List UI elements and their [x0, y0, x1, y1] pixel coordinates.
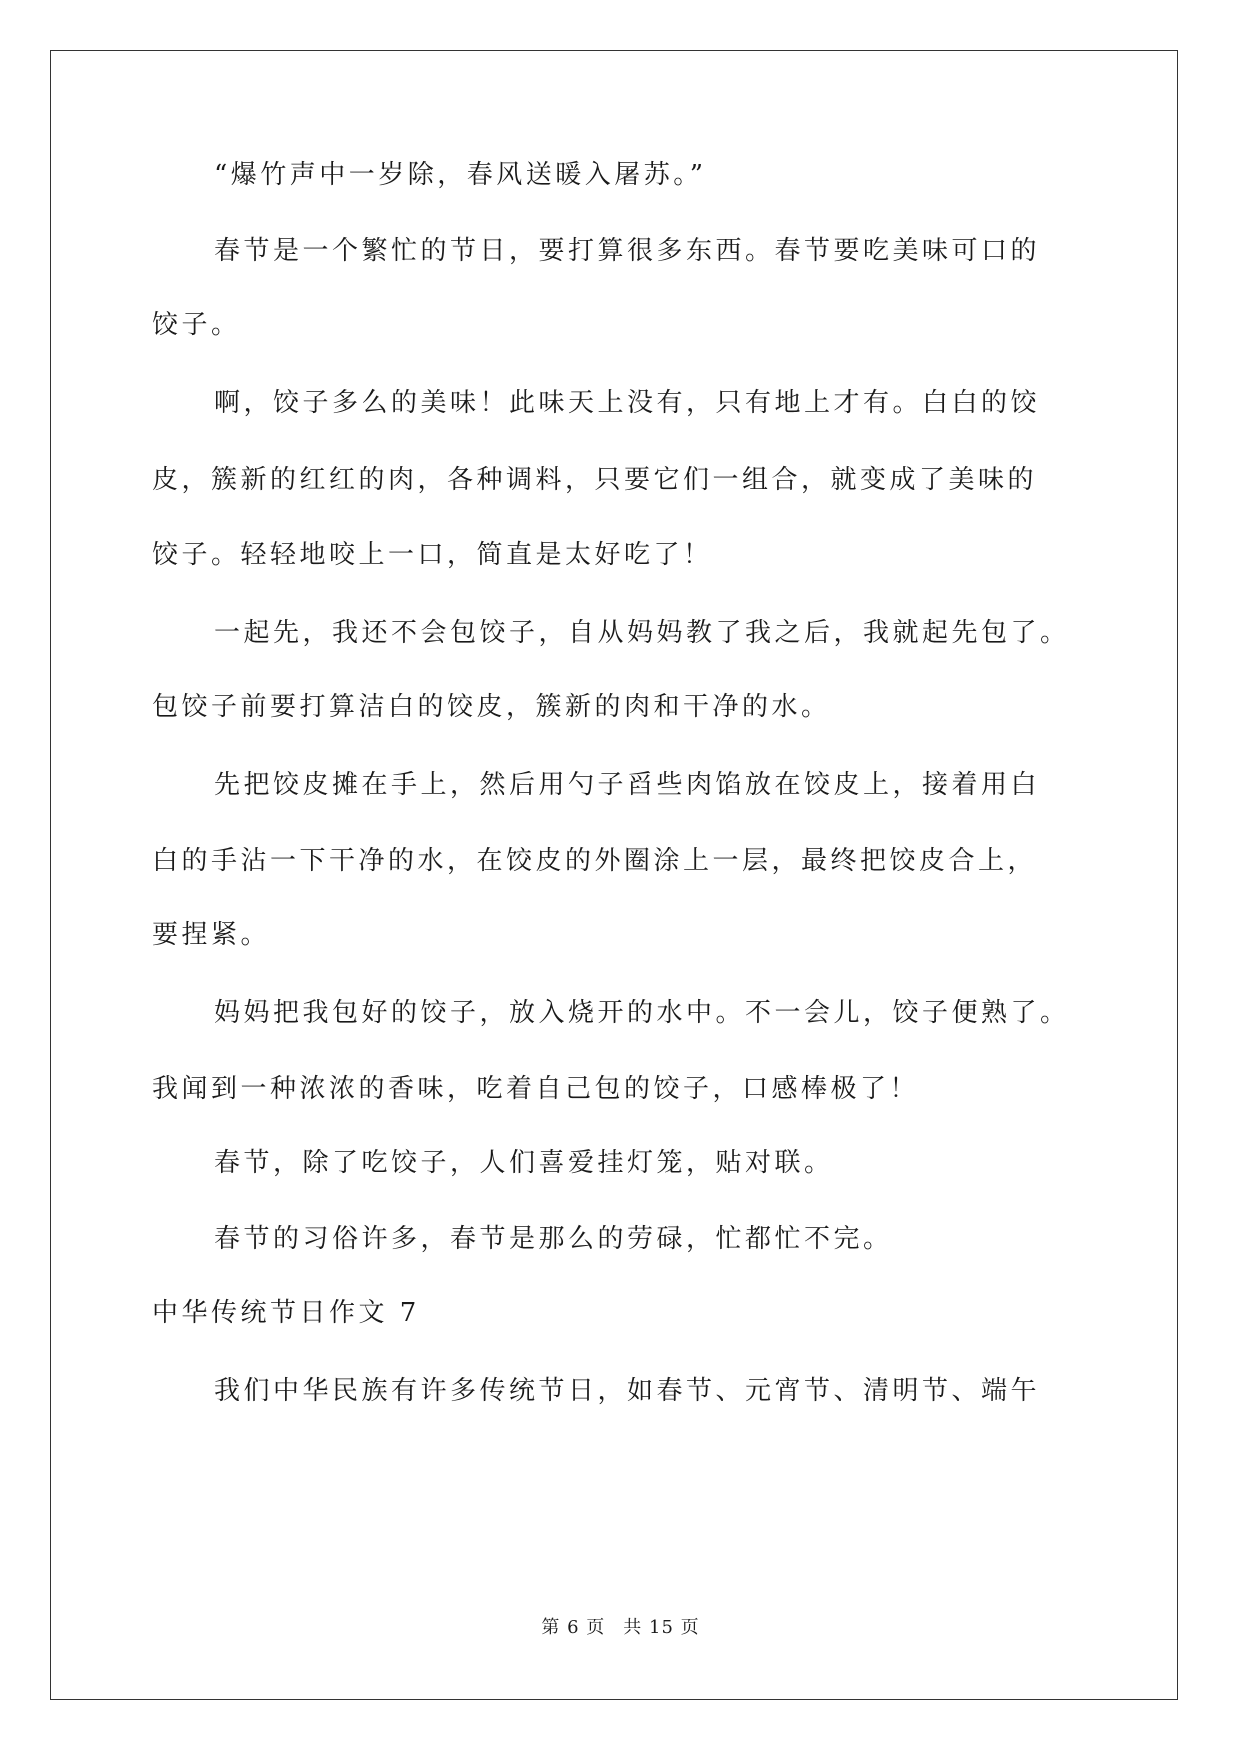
paragraph-line: 春节的习俗许多，春节是那么的劳碌，忙都忙不完。: [214, 1224, 893, 1254]
paragraph-line: 春节，除了吃饺子，人们喜爱挂灯笼，贴对联。: [214, 1148, 834, 1178]
paragraph-line: 一起先，我还不会包饺子，自从妈妈教了我之后，我就起先包了。: [214, 618, 1070, 648]
paragraph-line: 皮，簇新的红红的肉，各种调料，只要它们一组合，就变成了美味的: [152, 465, 1038, 495]
paragraph-line: 春节是一个繁忙的节日，要打算很多东西。春节要吃美味可口的: [214, 236, 1041, 266]
page-footer: [0, 1613, 1241, 1639]
paragraph-line: 啊，饺子多么的美味！此味天上没有，只有地上才有。白白的饺: [214, 388, 1041, 418]
quote-line: “爆竹声中一岁除，春风送暖入屠苏。”: [214, 160, 707, 190]
page-number: 第 6 页: [541, 1617, 606, 1638]
paragraph-line: 饺子。: [152, 310, 241, 340]
paragraph-line: 先把饺皮摊在手上，然后用勺子舀些肉馅放在饺皮上，接着用白: [214, 770, 1041, 800]
paragraph-line: 我们中华民族有许多传统节日，如春节、元宵节、清明节、端午: [214, 1376, 1041, 1406]
paragraph-line: 我闻到一种浓浓的香味，吃着自己包的饺子，口感棒极了！: [152, 1074, 920, 1104]
paragraph-line: 白的手沾一下干净的水，在饺皮的外圈涂上一层，最终把饺皮合上，: [152, 846, 1038, 876]
page-total: 共 15 页: [623, 1617, 700, 1638]
paragraph-line: 饺子。轻轻地咬上一口，简直是太好吃了！: [152, 540, 713, 570]
paragraph-line: 妈妈把我包好的饺子，放入烧开的水中。不一会儿，饺子便熟了。: [214, 998, 1070, 1028]
paragraph-line: 包饺子前要打算洁白的饺皮，簇新的肉和干净的水。: [152, 692, 831, 722]
paragraph-line: 要捏紧。: [152, 920, 271, 950]
section-heading: 中华传统节日作文 7: [152, 1298, 420, 1328]
